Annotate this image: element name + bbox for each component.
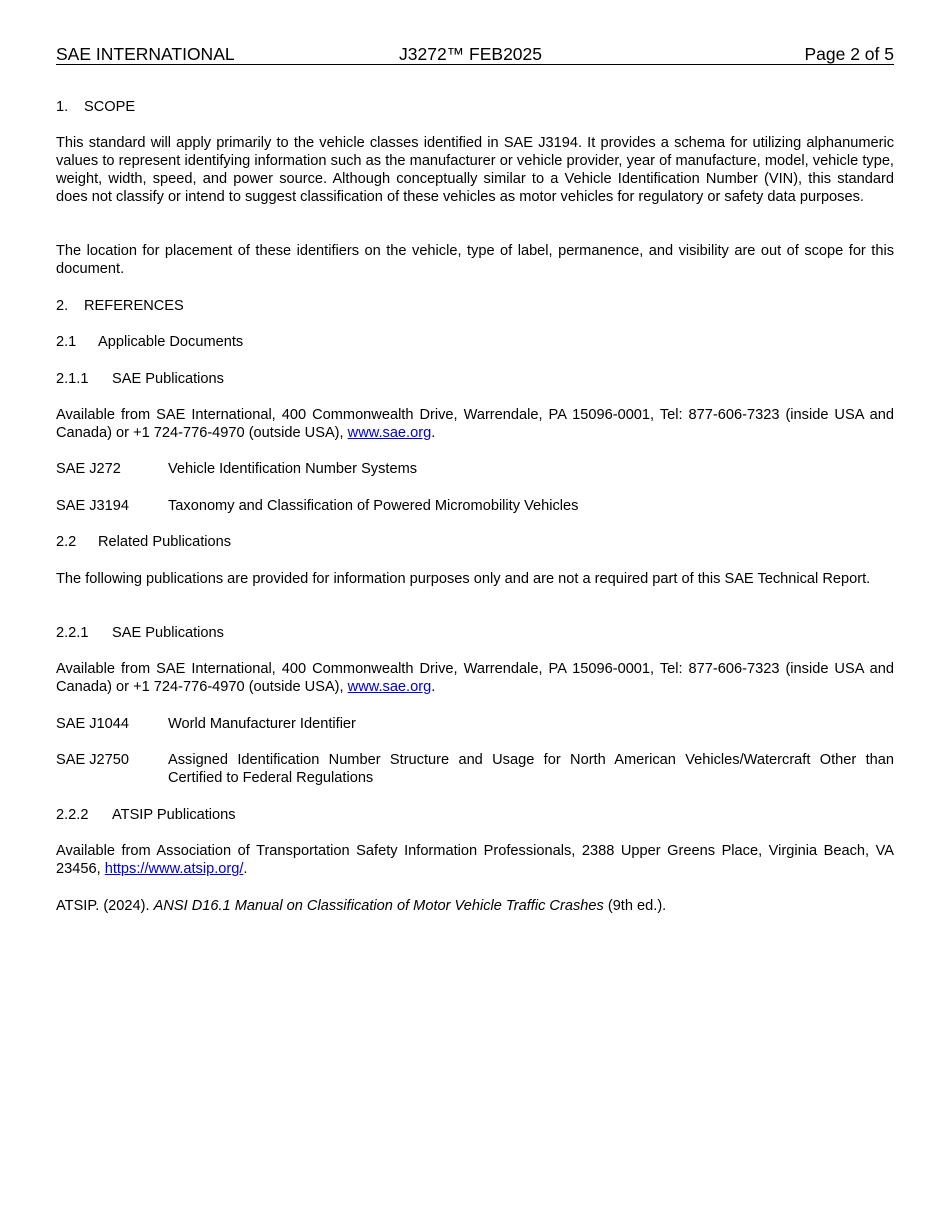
section-2-1-heading	[56, 333, 894, 351]
section-title: REFERENCES	[84, 298, 184, 314]
section-2-2-heading	[56, 533, 894, 551]
trailing-period: .	[431, 425, 436, 441]
reference-title: Vehicle Identification Number Systems	[168, 461, 418, 477]
citation-title: ANSI D16.1 Manual on Classification of Motor Vehicle Traffic Crashes	[153, 898, 604, 914]
availability-text: Available from SAE International, 400 Commonwealth Drive, Warrendale, PA 15096-0001, Tel: 877-606-7323 (inside USA and Canada) or +1 724-776-4970 (outside USA),	[56, 407, 894, 441]
citation-edition: (9th ed.).	[603, 898, 667, 914]
atsip-citation	[56, 897, 894, 915]
sae-website-link[interactable]: www.sae.org	[347, 425, 432, 441]
section-2-2-1-heading	[56, 624, 894, 642]
page-header	[56, 44, 894, 65]
section-2-2-2-heading	[56, 806, 894, 824]
section-number: 2.2.2	[56, 807, 89, 823]
section-number: 2.2.1	[56, 625, 89, 641]
availability-text: Available from Association of Transportation Safety Information Professionals, 2388 Upper Greens Place, Virginia Beach, VA 23456,	[56, 843, 894, 877]
availability-text: Available from SAE International, 400 Commonwealth Drive, Warrendale, PA 15096-0001, Tel: 877-606-7323 (inside USA and Canada) or +1 724-776-4970 (outside USA),	[56, 661, 894, 695]
section-title: Related Publications	[98, 534, 232, 550]
section-title: Applicable Documents	[98, 334, 244, 350]
citation-author-year: ATSIP. (2024).	[56, 898, 154, 914]
section-number: 2.1.1	[56, 371, 89, 387]
reference-title: Assigned Identification Number Structure and Usage for North American Vehicles/Watercraft Other than Certified to Federal Regulations	[168, 752, 894, 786]
section-2-heading	[56, 297, 894, 315]
reference-code: SAE J2750	[56, 752, 130, 768]
header-organization: SAE INTERNATIONAL	[56, 44, 235, 64]
reference-code: SAE J272	[56, 461, 121, 477]
section-number: 1.	[56, 99, 69, 115]
section-title: SAE Publications	[112, 625, 224, 641]
reference-code: SAE J1044	[56, 716, 130, 732]
related-publications-paragraph: The following publications are provided for information purposes only and are not a required part of this SAE Technical Report.	[56, 571, 871, 587]
section-title: SAE Publications	[112, 371, 224, 387]
header-document-id: J3272™ FEB2025	[399, 44, 543, 64]
reference-entry	[56, 751, 894, 787]
section-1-heading	[56, 98, 894, 116]
reference-title: Taxonomy and Classification of Powered Micromobility Vehicles	[168, 498, 579, 514]
section-number: 2.1	[56, 334, 77, 350]
trailing-period: .	[243, 861, 248, 877]
sae-website-link[interactable]: www.sae.org	[347, 679, 432, 695]
section-2-1-1-heading	[56, 370, 894, 388]
atsip-availability-paragraph	[56, 842, 894, 878]
atsip-website-link[interactable]: https://www.atsip.org/	[104, 861, 244, 877]
reference-entry	[56, 497, 894, 515]
section-title: SCOPE	[84, 99, 136, 115]
reference-title: World Manufacturer Identifier	[168, 716, 356, 732]
reference-entry	[56, 715, 894, 733]
sae-availability-paragraph	[56, 406, 894, 442]
scope-paragraph-2: The location for placement of these identifiers on the vehicle, type of label, permanence, and visibility are out of scope for this document.	[56, 243, 894, 277]
section-number: 2.2	[56, 534, 77, 550]
reference-entry	[56, 460, 894, 478]
sae-availability-paragraph	[56, 660, 894, 696]
trailing-period: .	[431, 679, 436, 695]
scope-paragraph-1: This standard will apply primarily to the vehicle classes identified in SAE J3194. It provides a schema for utilizing alphanumeric values to represent identifying information such as the manufacturer or vehicle provider, year of manufacture, model, vehicle type, weight, width, speed, and power source. Although conceptually similar to a Vehicle Identification Number (VIN), this standard does not classify or intend to suggest classification of these vehicles as motor vehicles for regulatory or safety data purposes.	[56, 135, 894, 205]
header-page-number: Page 2 of 5	[804, 44, 894, 64]
reference-code: SAE J3194	[56, 498, 130, 514]
section-title: ATSIP Publications	[112, 807, 236, 823]
section-number: 2.	[56, 298, 69, 314]
